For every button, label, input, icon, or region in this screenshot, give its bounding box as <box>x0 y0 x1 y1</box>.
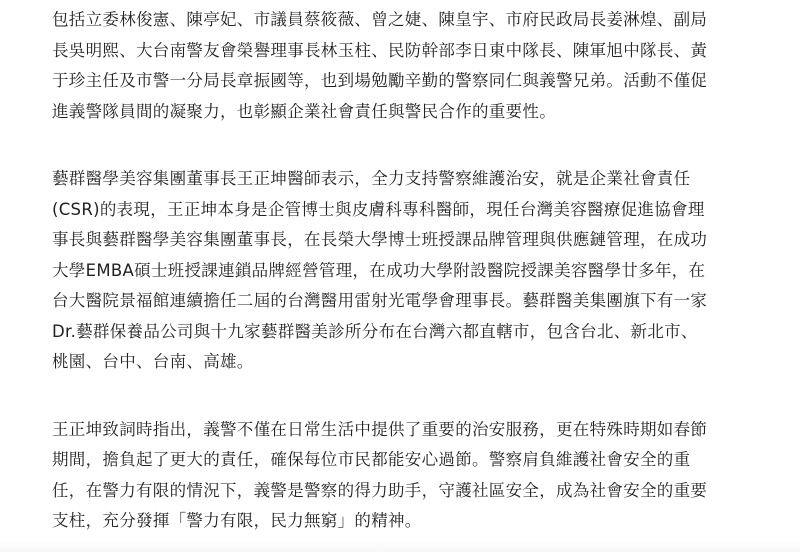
paragraph-line: 支柱，充分發揮「警力有限，民力無窮」的精神。 <box>52 511 422 530</box>
paragraph-speech <box>52 415 770 537</box>
paragraph-line: 進義警隊員間的凝聚力，也彰顯企業社會責任與警民合作的重要性。 <box>52 101 556 121</box>
paragraph-line: 王正坤致詞時指出，義警不僅在日常生活中提供了重要的治安服務，更在特殊時期如春節 <box>52 419 708 439</box>
paragraph-line: 台大醫院景福館連續擔任二屆的台灣醫用雷射光電學會理事長。藝群醫美集團旗下有一家 <box>52 291 708 310</box>
paragraph-line: 任，在警力有限的情況下，義警是警察的得力助手，守護社區安全，成為社會安全的重要 <box>52 480 708 500</box>
paragraph-line: 于珍主任及市警一分局長章振國等，也到場勉勵辛勤的警察同仁與義警兄弟。活動不僅促 <box>52 71 708 90</box>
paragraph-line: 包括立委林俊憲、陳亭妃、市議員蔡筱薇、曾之婕、陳皇宇、市府民政局長姜淋煌、副局 <box>52 10 708 29</box>
paragraph-line: (CSR)的表現，王正坤本身是企管博士與皮膚科專科醫師，現任台灣美容醫療促進協會理 <box>52 199 705 219</box>
paragraph-line: Dr.藝群保養品公司與十九家藝群醫美診所分布在台灣六都直轄市，包含台北、新北市、 <box>52 321 698 341</box>
paragraph-attendees <box>52 5 770 127</box>
paragraph-line: 桃園、台中、台南、高雄。 <box>52 352 254 371</box>
paragraph-line: 大學EMBA碩士班授課連鎖品牌經營管理，在成功大學附設醫院授課美容醫學廿多年，在 <box>52 260 706 280</box>
paragraph-line: 藝群醫學美容集團董事長王正坤醫師表示，全力支持警察維護治安，就是企業社會責任 <box>52 169 691 188</box>
paragraph-line: 長吳明熙、大台南警友會榮譽理事長林玉柱、民防幹部李日東中隊長、陳軍旭中隊長、黃 <box>52 40 708 60</box>
paragraph-line: 事長與藝群醫學美容集團董事長，在長榮大學博士班授課品牌管理與供應鏈管理，在成功 <box>52 230 708 249</box>
paragraph-chairman-statement <box>52 164 770 378</box>
bottom-edge <box>0 540 800 552</box>
paragraph-line: 期間，擔負起了更大的責任，確保每位市民都能安心過節。警察肩負維護社會安全的重 <box>52 450 691 469</box>
